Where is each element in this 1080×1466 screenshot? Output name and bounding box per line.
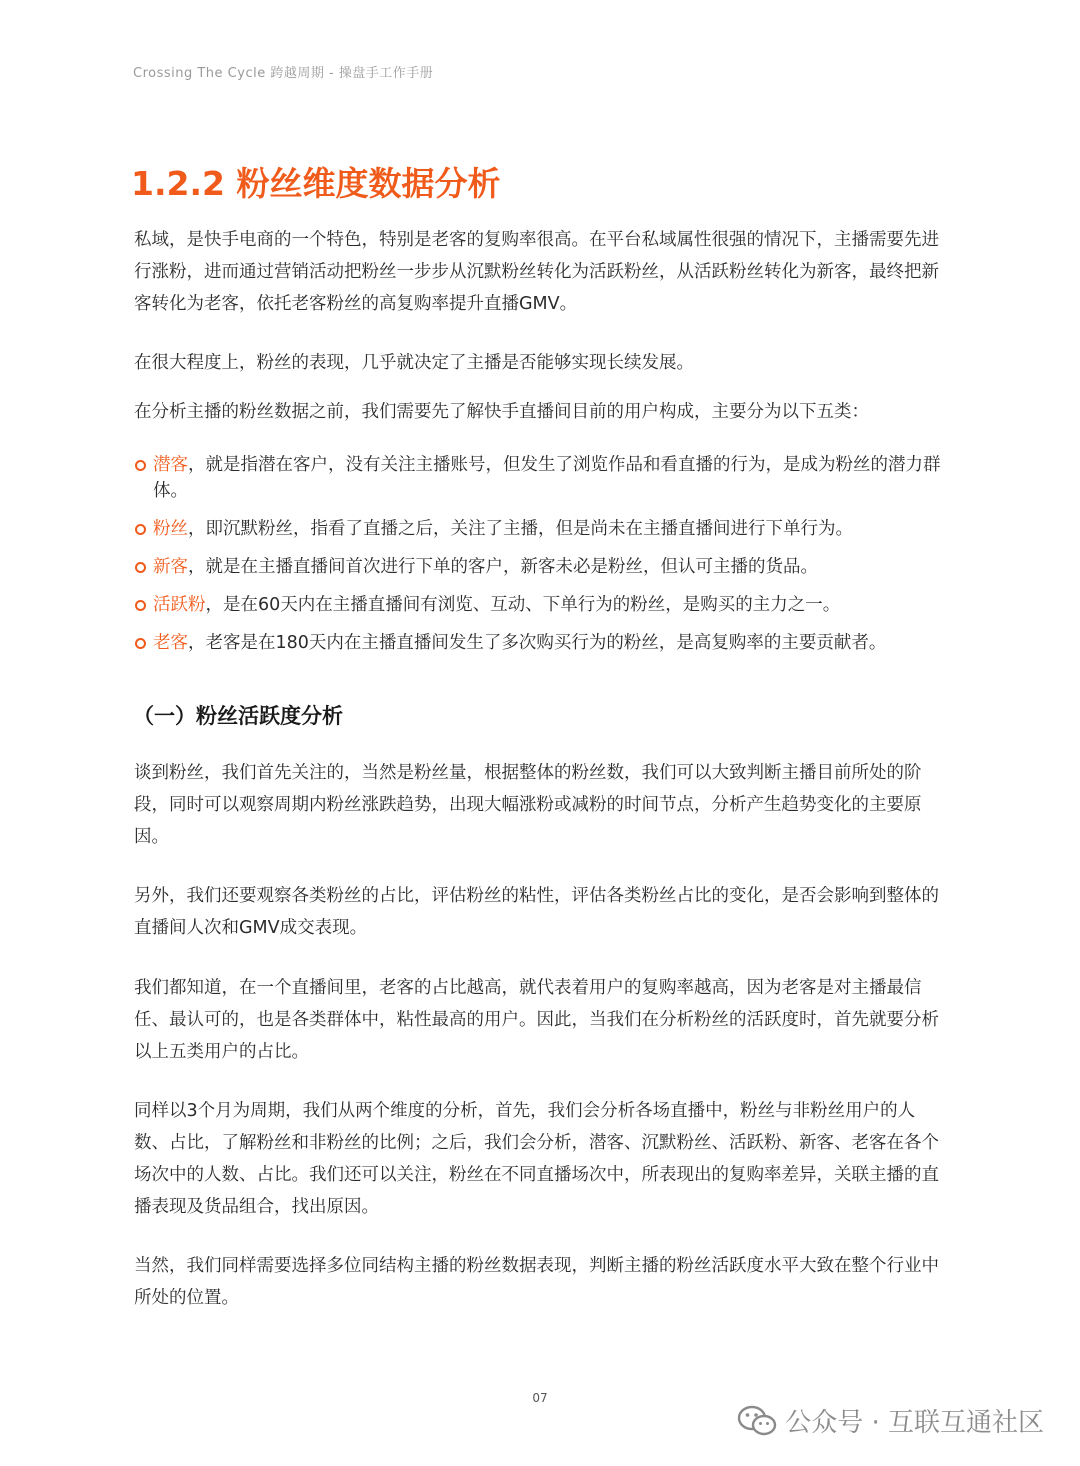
body-paragraph-2: 另外，我们还要观察各类粉丝的占比，评估粉丝的粘性，评估各类粉丝占比的变化，是否会影响到整体的直播间人次和GMV成交表现。 <box>134 886 939 938</box>
body-paragraph-3: 我们都知道，在一个直播间里，老客的占比越高，就代表着用户的复购率越高，因为老客是对主播最信任、最认可的，也是各类群体中，粘性最高的用户。因此，当我们在分析粉丝的活跃度时，首先就要分析以上五类用户的占比。 <box>134 978 939 1062</box>
page-number: 07 <box>532 1391 548 1405</box>
bullet-term: 粉丝 <box>153 519 188 539</box>
list-item <box>134 516 946 542</box>
ring-bullet-icon <box>135 562 146 573</box>
body-paragraph-4: 同样以3个月为周期，我们从两个维度的分析，首先，我们会分析各场直播中，粉丝与非粉丝用户的人数、占比，了解粉丝和非粉丝的比例；之后，我们会分析，潜客、沉默粉丝、活跃粉、新客、老客在各个场次中的人数、占比。我们还可以关注，粉丝在不同直播场次中，所表现出的复购率差异，关联主播的直播表现及货品组合，找出原因。 <box>134 1101 939 1217</box>
subsection-title: （一）粉丝活跃度分析 <box>133 704 343 728</box>
section-title: 1.2.2 粉丝维度数据分析 <box>131 164 501 203</box>
wechat-icon <box>737 1404 777 1438</box>
bullet-text: ，就是指潜在客户，没有关注主播账号，但发生了浏览作品和看直播的行为，是成为粉丝的潜力群体。 <box>153 455 941 501</box>
intro-paragraph-1: 私域，是快手电商的一个特色，特别是老客的复购率很高。在平台私域属性很强的情况下，主播需要先进行涨粉，进而通过营销活动把粉丝一步步从沉默粉丝转化为活跃粉丝，从活跃粉丝转化为新客，最终把新客转化为老客，依托老客粉丝的高复购率提升直播GMV。 <box>134 230 939 314</box>
body-paragraph-5: 当然，我们同样需要选择多位同结构主播的粉丝数据表现，判断主播的粉丝活跃度水平大致在整个行业中所处的位置。 <box>134 1256 939 1308</box>
ring-bullet-icon <box>135 524 146 535</box>
bullet-text: ，老客是在180天内在主播直播间发生了多次购买行为的粉丝，是高复购率的主要贡献者。 <box>188 633 887 653</box>
bullet-term: 老客 <box>153 633 188 653</box>
watermark-text: 公众号 · 互联互通社区 <box>785 1408 1044 1438</box>
bullet-term: 新客 <box>153 557 188 577</box>
ring-bullet-icon <box>135 460 146 471</box>
body-paragraph-1: 谈到粉丝，我们首先关注的，当然是粉丝量，根据整体的粉丝数，我们可以大致判断主播目前所处的阶段，同时可以观察周期内粉丝涨跌趋势，出现大幅涨粉或减粉的时间节点，分析产生趋势变化的主要原因。 <box>134 763 922 847</box>
list-item <box>134 554 946 580</box>
bullet-term: 潜客 <box>153 455 188 475</box>
bullet-text: ，就是在主播直播间首次进行下单的客户，新客未必是粉丝，但认可主播的货品。 <box>188 557 818 577</box>
bullet-text: ，是在60天内在主播直播间有浏览、互动、下单行为的粉丝，是购买的主力之一。 <box>205 595 841 615</box>
intro-paragraph-2: 在很大程度上，粉丝的表现，几乎就决定了主播是否能够实现长续发展。 <box>134 353 694 373</box>
list-item <box>134 630 946 656</box>
bullet-text: ，即沉默粉丝，指看了直播之后，关注了主播，但是尚未在主播直播间进行下单行为。 <box>188 519 853 539</box>
list-item <box>134 592 946 618</box>
ring-bullet-icon <box>135 600 146 611</box>
intro-paragraph-3: 在分析主播的粉丝数据之前，我们需要先了解快手直播间目前的用户构成，主要分为以下五类： <box>134 402 869 422</box>
running-header: Crossing The Cycle 跨越周期 - 操盘手工作手册 <box>133 66 434 81</box>
list-item <box>134 452 946 504</box>
bullet-term: 活跃粉 <box>153 595 206 615</box>
user-type-list <box>134 452 946 668</box>
watermark <box>737 1402 1044 1439</box>
ring-bullet-icon <box>135 638 146 649</box>
